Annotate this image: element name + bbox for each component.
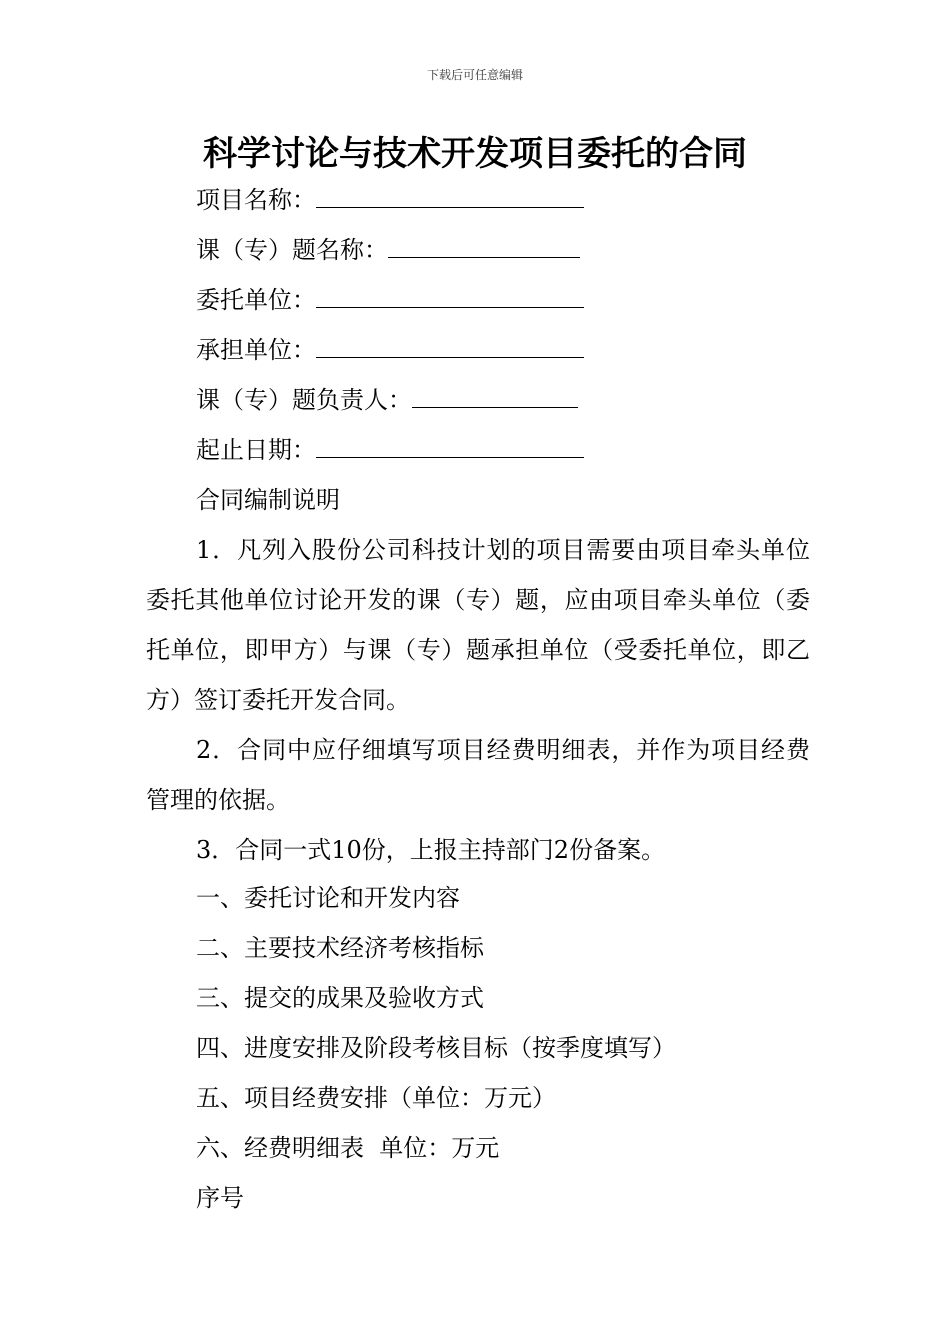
field-topic-name — [196, 234, 580, 266]
field-blank-line[interactable] — [412, 385, 578, 408]
header-note: 下载后可任意编辑 — [426, 68, 523, 82]
field-label: 起止日期： — [196, 436, 316, 464]
section-heading-5: 五、项目经费安排（单位：万元） — [196, 1084, 556, 1112]
instruction-paragraph-1: 1．凡列入股份公司科技计划的项目需要由项目牵头单位委托其他单位讨论开发的课（专）题，应由项目牵头单位（委托单位，即甲方）与课（专）题承担单位（受委托单位，即乙方）签订委托开发合同。 — [146, 536, 810, 714]
table-column-serial-number: 序号 — [196, 1184, 244, 1212]
field-client-unit — [196, 284, 584, 316]
field-label: 课（专）题名称： — [196, 236, 388, 264]
section-heading-3: 三、提交的成果及验收方式 — [196, 984, 484, 1012]
instruction-paragraph-2: 2．合同中应仔细填写项目经费明细表，并作为项目经费管理的依据。 — [146, 736, 810, 814]
section-heading-1: 一、委托讨论和开发内容 — [196, 884, 460, 912]
section-heading-6: 六、经费明细表 单位：万元 — [196, 1134, 500, 1162]
field-blank-line[interactable] — [316, 285, 584, 308]
field-contractor-unit — [196, 334, 584, 366]
section-heading-2: 二、主要技术经济考核指标 — [196, 934, 484, 962]
field-blank-line[interactable] — [388, 235, 580, 258]
field-blank-line[interactable] — [316, 335, 584, 358]
field-label: 委托单位： — [196, 286, 316, 314]
field-label: 项目名称： — [196, 186, 316, 214]
section-heading-4: 四、进度安排及阶段考核目标（按季度填写） — [196, 1034, 676, 1062]
field-start-end-date — [196, 434, 584, 466]
field-label: 课（专）题负责人： — [196, 386, 412, 414]
field-blank-line[interactable] — [316, 435, 584, 458]
field-project-name — [196, 184, 584, 216]
field-blank-line[interactable] — [316, 185, 584, 208]
instruction-paragraph-3: 3．合同一式10份，上报主持部门2份备案。 — [196, 836, 666, 864]
document-title: 科学讨论与技术开发项目委托的合同 — [203, 134, 747, 174]
instructions-heading: 合同编制说明 — [196, 486, 340, 514]
field-label: 承担单位： — [196, 336, 316, 364]
field-topic-leader — [196, 384, 578, 416]
